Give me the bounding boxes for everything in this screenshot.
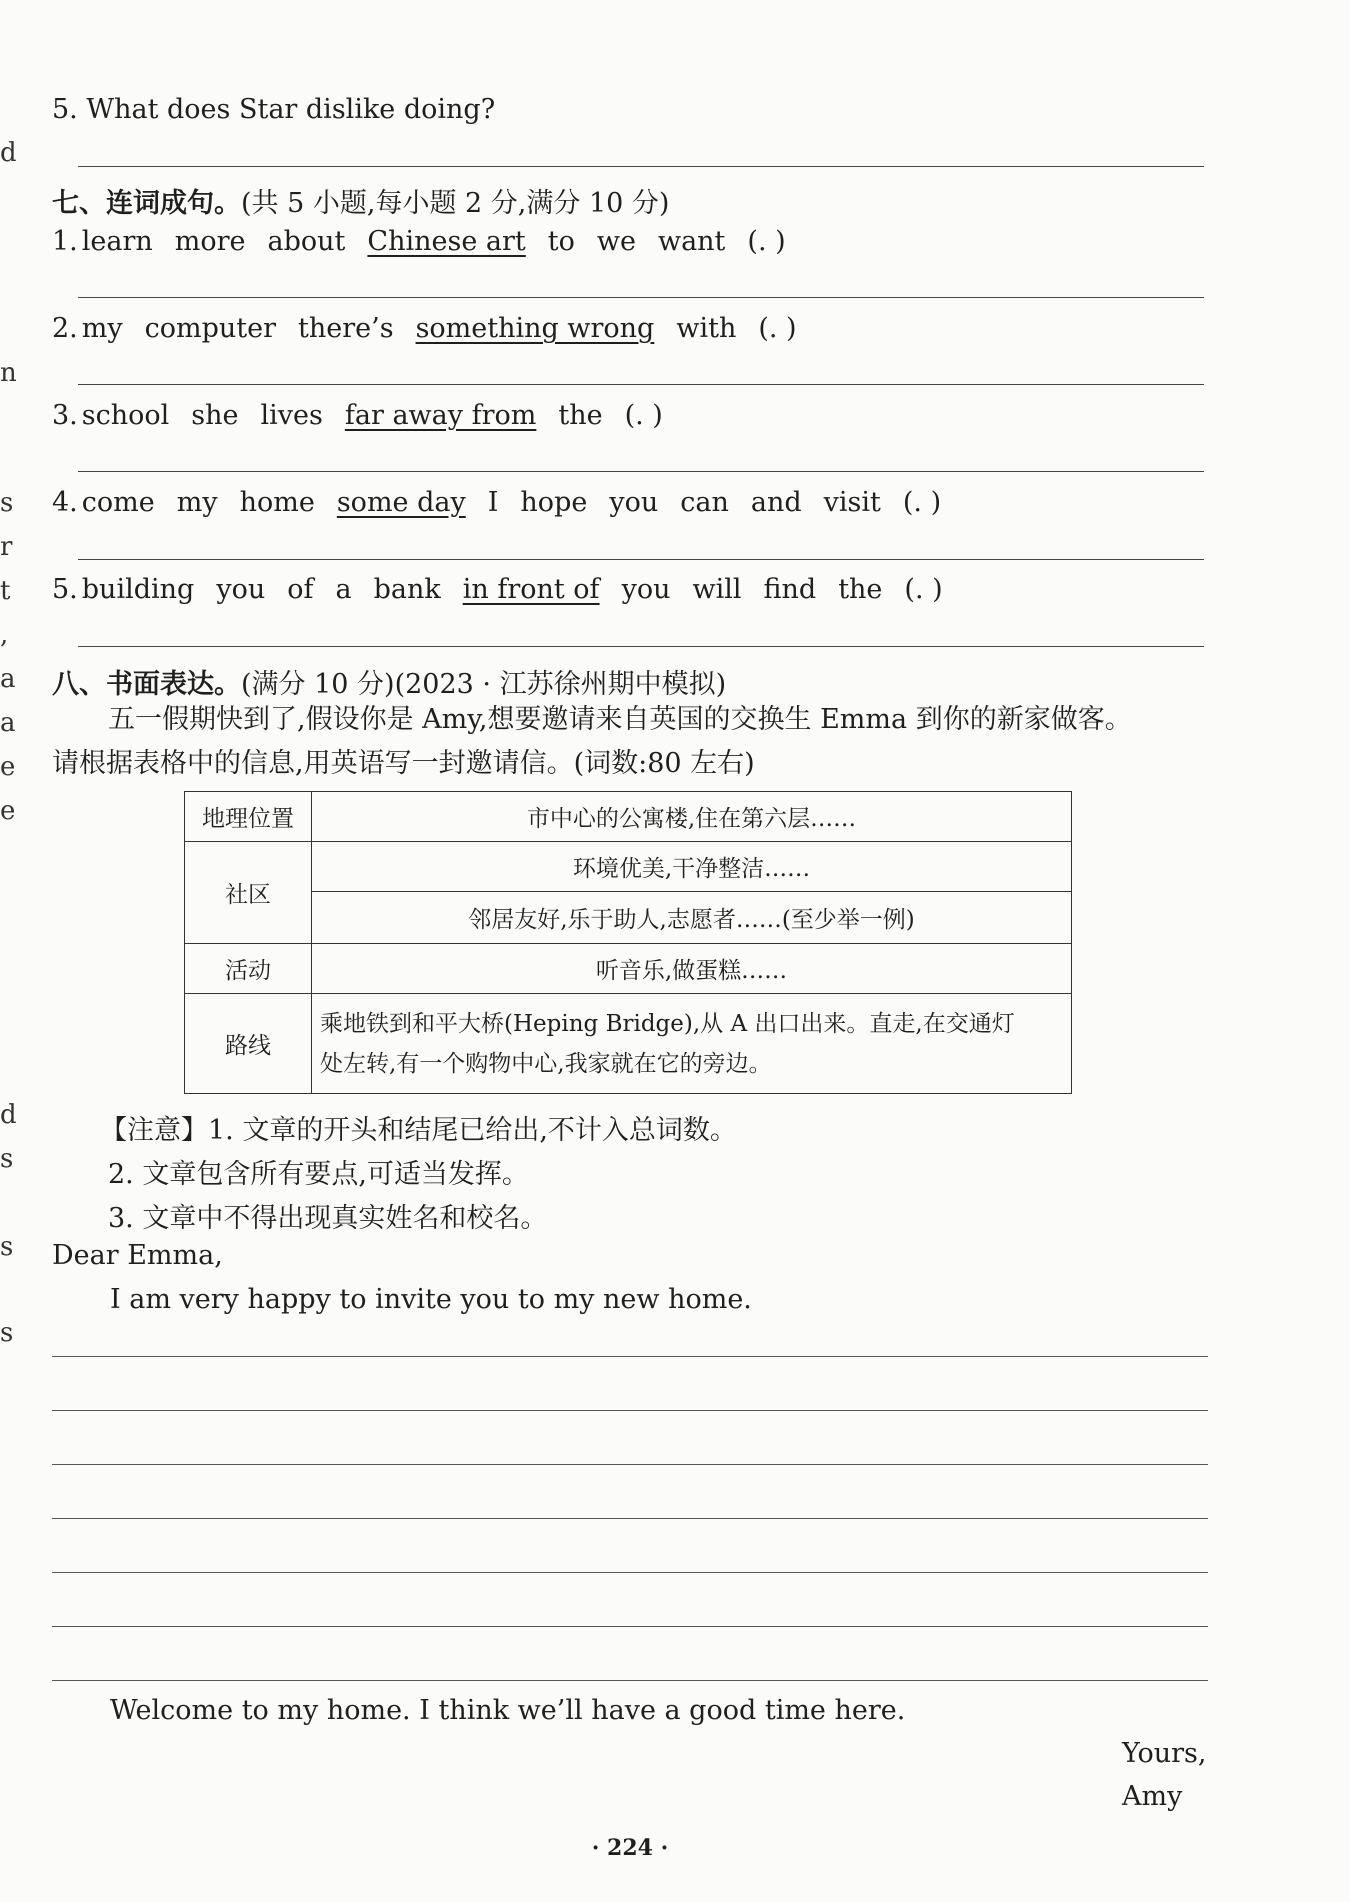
route-line-1: 乘地铁到和平大桥(Heping Bridge),从 A 出口出来。直走,在交通灯	[320, 1010, 1015, 1037]
punctuation-hint: (. )	[747, 226, 786, 257]
word-underlined: something wrong	[415, 313, 655, 344]
section-7-title: 七、连词成句。	[52, 188, 241, 219]
route-line-2: 处左转,有一个购物中心,我家就在它的旁边。	[320, 1050, 772, 1077]
scramble-item-1	[52, 226, 1152, 257]
word: my	[81, 313, 123, 344]
section-7-meta: (共 5 小题,每小题 2 分,满分 10 分)	[241, 188, 670, 219]
item-number: 4.	[52, 487, 78, 518]
edge-letter: e	[0, 796, 16, 826]
word: find	[763, 574, 817, 605]
scramble-item-4	[52, 487, 1152, 518]
word: to	[547, 226, 575, 257]
question-5: 5. What does Star dislike doing?	[52, 94, 496, 125]
letter-greeting: Dear Emma,	[52, 1240, 223, 1271]
word: you	[621, 574, 671, 605]
letter-signature: Amy	[1122, 1781, 1183, 1812]
word: learn	[81, 226, 153, 257]
info-table	[184, 791, 1072, 1094]
writing-line[interactable]	[52, 1680, 1208, 1681]
answer-line[interactable]	[78, 297, 1204, 298]
word: will	[692, 574, 742, 605]
writing-line[interactable]	[52, 1410, 1208, 1411]
note-2: 2. 文章包含所有要点,可适当发挥。	[108, 1159, 529, 1190]
letter-opening: I am very happy to invite you to my new home.	[110, 1284, 752, 1315]
answer-line[interactable]	[78, 646, 1204, 647]
answer-line[interactable]	[78, 166, 1204, 167]
page-number: · 224 ·	[591, 1835, 669, 1861]
section-7-heading	[52, 181, 669, 220]
word-underlined: in front of	[462, 574, 600, 605]
note-1: 【注意】1. 文章的开头和结尾已给出,不计入总词数。	[100, 1115, 737, 1146]
word: about	[267, 226, 346, 257]
item-number: 5.	[52, 574, 78, 605]
edge-letter: s	[0, 1144, 14, 1174]
word: you	[216, 574, 266, 605]
word: hope	[520, 487, 588, 518]
word: she	[191, 400, 239, 431]
word: my	[176, 487, 218, 518]
table-value: 听音乐,做蛋糕……	[312, 944, 1072, 994]
writing-line[interactable]	[52, 1626, 1208, 1627]
edge-letter: a	[0, 664, 16, 694]
table-label: 社区	[185, 842, 312, 944]
punctuation-hint: (. )	[904, 574, 943, 605]
word: and	[750, 487, 802, 518]
item-number: 3.	[52, 400, 78, 431]
writing-line[interactable]	[52, 1464, 1208, 1465]
word: lives	[260, 400, 323, 431]
word-underlined: far away from	[344, 400, 537, 431]
edge-letter: s	[0, 1232, 14, 1262]
word: bank	[373, 574, 441, 605]
word: can	[680, 487, 729, 518]
punctuation-hint: (. )	[624, 400, 663, 431]
answer-line[interactable]	[78, 471, 1204, 472]
answer-line[interactable]	[78, 384, 1204, 385]
writing-line[interactable]	[52, 1572, 1208, 1573]
word: building	[81, 574, 195, 605]
punctuation-hint: (. )	[902, 487, 942, 518]
edge-letter: s	[0, 488, 14, 518]
edge-letter: r	[0, 532, 13, 562]
edge-letter: n	[0, 358, 17, 388]
table-value: 环境优美,干净整洁……	[312, 842, 1072, 892]
word-underlined: Chinese art	[367, 226, 526, 257]
word: computer	[144, 313, 277, 344]
table-label: 活动	[185, 944, 312, 994]
item-number: 1.	[52, 226, 78, 257]
word-underlined: some day	[336, 487, 466, 518]
word: with	[676, 313, 737, 344]
edge-letter: d	[0, 138, 17, 168]
word: you	[609, 487, 659, 518]
word: home	[239, 487, 315, 518]
word: school	[81, 400, 170, 431]
word: the	[838, 574, 883, 605]
prompt-line-2: 请根据表格中的信息,用英语写一封邀请信。(词数:80 左右)	[52, 748, 755, 779]
item-number: 2.	[52, 313, 78, 344]
table-value: 市中心的公寓楼,住在第六层……	[312, 792, 1072, 842]
edge-letter: d	[0, 1100, 17, 1130]
table-label: 路线	[185, 994, 312, 1094]
scramble-item-3	[52, 400, 1152, 431]
edge-letter: s	[0, 1318, 14, 1348]
note-3: 3. 文章中不得出现真实姓名和校名。	[108, 1203, 548, 1234]
punctuation-hint: (. )	[758, 313, 797, 344]
letter-signoff: Yours,	[1122, 1738, 1207, 1769]
table-label: 地理位置	[185, 792, 312, 842]
scramble-item-2	[52, 313, 1152, 344]
edge-letter: e	[0, 752, 16, 782]
section-8-title: 八、书面表达。	[52, 669, 241, 700]
prompt-line-1: 五一假期快到了,假设你是 Amy,想要邀请来自英国的交换生 Emma 到你的新家做客。	[108, 704, 1132, 735]
word: of	[287, 574, 314, 605]
table-value	[312, 994, 1072, 1094]
writing-line[interactable]	[52, 1518, 1208, 1519]
scramble-item-5	[52, 574, 1152, 605]
writing-line[interactable]	[52, 1356, 1208, 1357]
word: there’s	[298, 313, 394, 344]
table-value: 邻居友好,乐于助人,志愿者……(至少举一例)	[312, 892, 1072, 944]
section-8-heading	[52, 662, 726, 701]
section-8-meta: (满分 10 分)(2023 · 江苏徐州期中模拟)	[241, 669, 727, 700]
word: the	[558, 400, 603, 431]
word: more	[174, 226, 246, 257]
word: come	[81, 487, 155, 518]
edge-letter: t	[0, 576, 11, 606]
edge-letter: ,	[0, 620, 9, 650]
letter-closing: Welcome to my home. I think we’ll have a good time here.	[110, 1695, 906, 1726]
word: a	[335, 574, 352, 605]
word: I	[487, 487, 499, 518]
answer-line[interactable]	[78, 559, 1204, 560]
word: visit	[823, 487, 881, 518]
word: we	[596, 226, 636, 257]
word: want	[657, 226, 726, 257]
edge-letter: a	[0, 708, 16, 738]
